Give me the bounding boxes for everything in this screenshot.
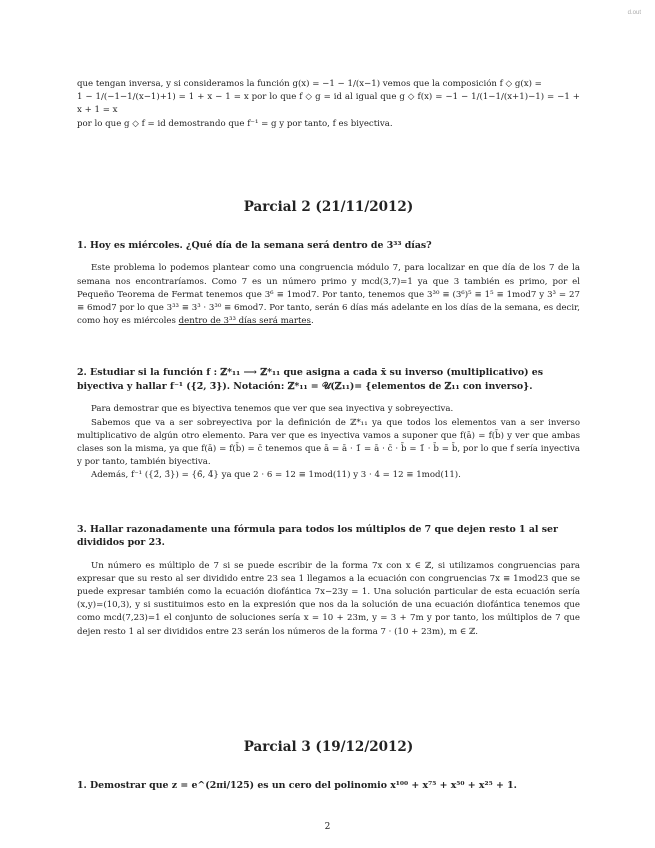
q2-para-2: Sabemos que va a ser sobreyectiva por la definición de ℤ*₁₁ ya que todos los elementos van a ser inverso multiplicativo de algún otro elemento. Para ver que es inyectiva vamos a suponer que f(ā) = f(b̄) y ver que ambas clases son la misma, ya que f(ā) = f(b̄) = c̄ tenemos que ā = ā · 1̄ = ā · c̄ · b̄ = 1̄ · b̄ = b̄, por lo que f sería inyectiva y por tanto, también biyectiva. [77,417,580,468]
parcial3-title: Parcial 3 (19/12/2012) [243,738,414,755]
q1-end: . [310,316,314,327]
intro-line-1: que tengan inversa, y si consideramos la función g(x) = −1 − 1/(x−1) vemos que la composición f ◇ g(x) = [77,79,542,89]
intro-line-3: por lo que g ◇ f = id demostrando que f⁻¹ = g y por tanto, f es biyectiva. [77,118,393,129]
page-content [77,78,580,792]
q1-conclusion: dentro de 3³³ días será martes [178,316,311,327]
q1-body [77,262,580,328]
p3-q1-heading: 1. Demostrar que z = e^(2πi/125) es un cero del polinomio x¹⁰⁰ + x⁷⁵ + x⁵⁰ + x²⁵ + 1. [77,779,517,791]
page-number: 2 [324,822,331,832]
q2-para-3: Además, f⁻¹ ({2̄, 3̄}) = {6̄, 4̄} ya que 2 · 6 = 12 ≡ 1mod(11) y 3 · 4 = 12 ≡ 1mod(11). [91,470,461,481]
corner-mark: d.out [627,10,641,16]
parcial2-title: Parcial 2 (21/11/2012) [243,198,414,215]
q2-para-1: Para demostrar que es biyectiva tenemos que ver que sea inyectiva y sobreyectiva. [91,404,454,415]
q3-heading: 3. Hallar razonadamente una fórmula para todos los múltiplos de 7 que dejen resto 1 al ser divididos por 23. [77,523,558,549]
q3-body: Un número es múltiplo de 7 si se puede escribir de la forma 7x con x ∈ ℤ, si utilizamos congruencias para expresar que su resto al ser dividido entre 23 sea 1 llegamos a la ecuación con congruencias 7x ≡ 1mod23 que se puede expresar también como la ecuación diofántica 7x−23y = 1. Una solución particular de esta ecuación sería (x,y)=(10,3), y si sustituimos esto en la expresión que nos da la solución de una ecuación diofántica tenemos que como mcd(7,23)=1 el conjunto de soluciones sería x = 10 + 23m, y = 3 + 7m y por tanto, los múltiplos de 7 que dejen resto 1 al ser divididos entre 23 serán los números de la forma 7 · (10 + 23m), m ∈ ℤ. [77,560,580,637]
intro-line-2: 1 − 1/(−1−1/(x−1)+1) = 1 + x − 1 = x por lo que f ◇ g = id al igual que g ◇ f(x) = −1 − 1/(1−1/(x+1)−1) = −1 + x + 1 = x [77,92,580,116]
q1-body-text: Este problema lo podemos plantear como una congruencia módulo 7, para localizar en que día de los 7 de la semana nos encontraríamos. Como 7 es un número primo y mcd(3,7)=1 ya que 3 también es primo, por el Pequeño Teorema de Fermat tenemos que 3⁶ ≡ 1mod7. Por tanto, tenemos que 3³⁰ ≡ (3⁶)⁵ ≡ 1⁵ ≡ 1mod7 y 3³ = 27 ≡ 6mod7 por lo que 3³³ ≡ 3³ · 3³⁰ ≡ 6mod7. Por tanto, serán 6 días más adelante en los días de la semana, es decir, como hoy es miércoles [77,263,580,327]
q1-heading: 1. Hoy es miércoles. ¿Qué día de la semana será dentro de 3³³ días? [77,239,432,251]
q2-heading: 2. Estudiar si la función f : ℤ*₁₁ ⟶ ℤ*₁₁ que asigna a cada x̄ su inverso (multiplicativo) es biyectiva y hallar f⁻¹ ({2̄, 3̄}). Notación: ℤ*₁₁ = 𝒰(ℤ₁₁)= {elementos de ℤ₁₁ con inverso}. [77,367,544,392]
